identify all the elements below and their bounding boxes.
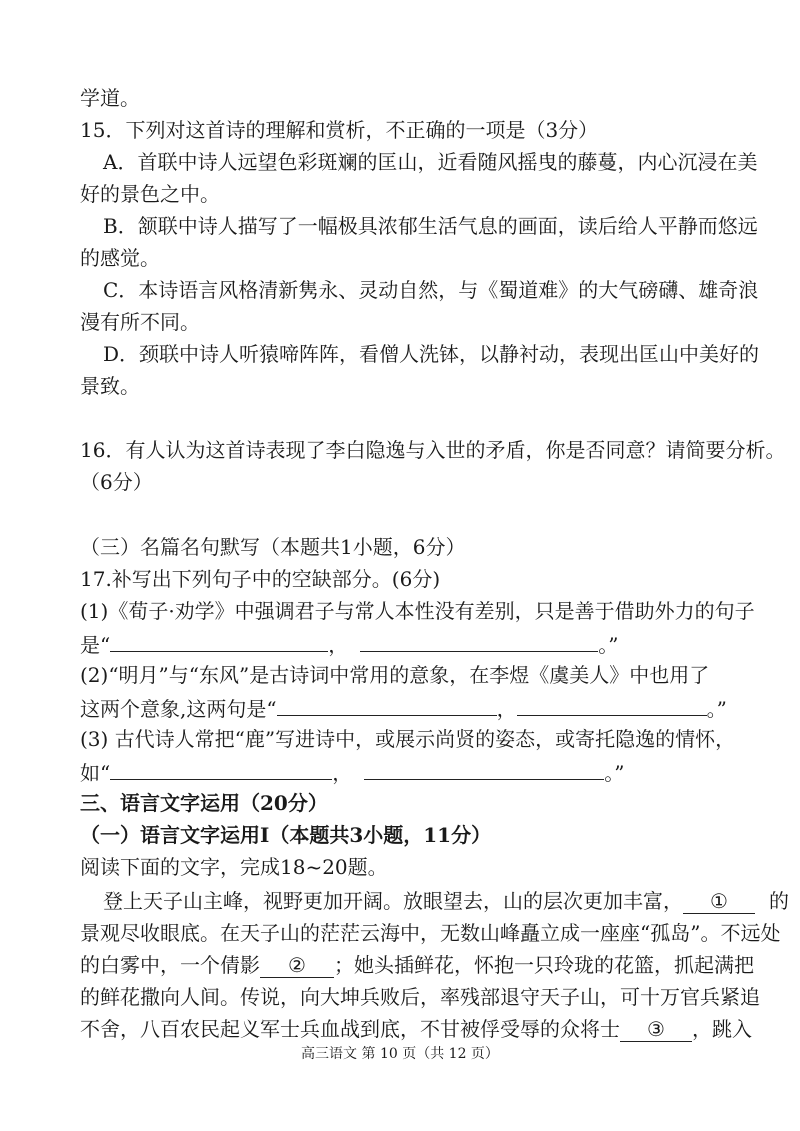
text-line: 好的景色之中。 bbox=[80, 182, 220, 206]
blank-3[interactable]: ③ bbox=[620, 1017, 692, 1042]
section-heading: （一）语言文字运用Ⅰ（本题共3小题，11分） bbox=[80, 823, 492, 847]
text-segment: 如“ bbox=[80, 761, 111, 785]
text-segment: 。” bbox=[598, 633, 619, 657]
option-c: C．本诗语言风格清新隽永、灵动自然，与《蜀道难》的大气磅礴、雄奇浪 bbox=[103, 278, 759, 302]
text-segment: 不舍，八百农民起义军士兵血战到底，不甘被俘受辱的众将士 bbox=[80, 1017, 620, 1041]
blank-1[interactable]: ① bbox=[683, 889, 755, 914]
passage-line bbox=[80, 1017, 752, 1042]
option-d: D．颈联中诗人听猿啼阵阵，看僧人洗钵，以静衬动，表现出匡山中美好的 bbox=[103, 342, 760, 366]
text-line: 景致。 bbox=[80, 374, 140, 398]
page-footer: 高三语文 第 10 页（共 12 页） bbox=[301, 1046, 499, 1062]
text-segment: ，跳入 bbox=[692, 1017, 752, 1041]
passage-line bbox=[103, 889, 789, 914]
answer-blank[interactable] bbox=[517, 695, 707, 716]
sub-question-3: (3) 古代诗人常把“鹿”写进诗中，或展示尚贤的姿态，或寄托隐逸的情怀， bbox=[80, 727, 736, 751]
text-line: 学道。 bbox=[80, 86, 140, 110]
passage-line bbox=[80, 953, 754, 978]
text-segment: 是“ bbox=[80, 633, 111, 657]
answer-line-3 bbox=[80, 759, 624, 785]
section-heading: （三）名篇名句默写（本题共1小题，6分） bbox=[80, 535, 466, 559]
passage-line: 景观尽收眼底。在天子山的茫茫云海中，无数山峰矗立成一座座“孤岛”。不远处 bbox=[80, 921, 781, 945]
sub-question-1: (1)《荀子·劝学》中强调君子与常人本性没有差别，只是善于借助外力的句子 bbox=[80, 599, 755, 623]
text-segment: 。” bbox=[604, 761, 625, 785]
text-line: 漫有所不同。 bbox=[80, 310, 200, 334]
question-16: 16．有人认为这首诗表现了李白隐逸与入世的矛盾，你是否同意？请简要分析。 bbox=[80, 438, 786, 462]
text-segment: 。” bbox=[706, 697, 727, 721]
blank-2[interactable]: ② bbox=[260, 953, 334, 978]
answer-blank[interactable] bbox=[364, 759, 604, 780]
answer-line-2 bbox=[80, 695, 727, 721]
question-15: 15．下列对这首诗的理解和赏析，不正确的一项是（3分） bbox=[80, 118, 599, 142]
text-segment: 的白雾中，一个倩影 bbox=[80, 953, 260, 977]
part-heading: 三、语言文字运用（20分） bbox=[80, 791, 328, 815]
answer-blank[interactable] bbox=[360, 631, 598, 652]
option-b: B．颔联中诗人描写了一幅极具浓郁生活气息的画面，读后给人平静而悠远 bbox=[103, 214, 758, 238]
answer-blank[interactable] bbox=[110, 759, 332, 780]
option-a: A．首联中诗人远望色彩斑斓的匡山，近看随风摇曳的藤蔓，内心沉浸在美 bbox=[103, 150, 758, 174]
text-segment: ；她头插鲜花，怀抱一只玲珑的花篮，抓起满把 bbox=[334, 953, 754, 977]
question-17: 17.补写出下列句子中的空缺部分。(6分) bbox=[80, 567, 441, 591]
text-segment: ， bbox=[328, 633, 349, 657]
instruction: 阅读下面的文字，完成18~20题。 bbox=[80, 855, 388, 879]
text-segment: ， bbox=[496, 697, 517, 721]
sub-question-2: (2)“明月”与“东风”是古诗词中常用的意象，在李煜《虞美人》中也用了 bbox=[80, 663, 710, 687]
answer-line-1 bbox=[80, 631, 618, 657]
text-line: 的感觉。 bbox=[80, 246, 160, 270]
answer-blank[interactable] bbox=[110, 631, 328, 652]
text-segment: 的 bbox=[769, 889, 789, 913]
answer-blank[interactable] bbox=[277, 695, 497, 716]
text-segment: 登上天子山主峰，视野更加开阔。放眼望去，山的层次更加丰富， bbox=[103, 889, 683, 913]
text-segment: ， bbox=[332, 761, 353, 785]
text-segment: 这两个意象,这两句是“ bbox=[80, 697, 277, 721]
text-line: （6分） bbox=[80, 470, 153, 494]
passage-line: 的鲜花撒向人间。传说，向大坤兵败后，率残部退守天子山，可十万官兵紧追 bbox=[80, 985, 760, 1009]
